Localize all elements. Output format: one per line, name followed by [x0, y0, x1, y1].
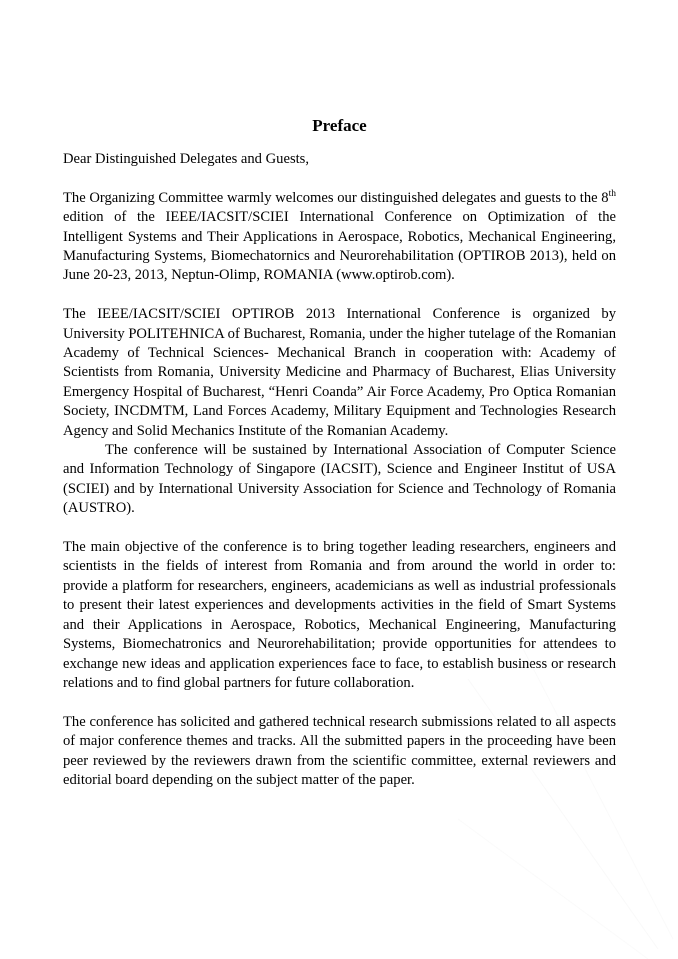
paragraph-text: edition of the IEEE/IACSIT/SCIEI International Conference on Optimization of the Intelligent Systems and Their Applications in Aerospace, Robotics, Mechanical Engineering, Manufacturing Systems, Biomechatornics and Neurorehabilitation (OPTIROB 2013), held on June 20-23, 2013, Neptun-Olimp, ROMANIA (www.optirob.com). [63, 209, 616, 284]
paragraph-submissions: The conference has solicited and gathered technical research submissions related to all aspects of major conference themes and tracks. All the submitted papers in the proceeding have been peer reviewed by the reviewers drawn from the scientific committee, external reviewers and editorial board depending on the subject matter of the paper. [63, 713, 616, 788]
page-title: Preface [312, 116, 367, 135]
paragraph-text: The IEEE/IACSIT/SCIEI OPTIROB 2013 International Conference is organized by University POLITEHNICA of Bucharest, Romania, under the higher tutelage of the Romanian Academy of Technical Sciences- Mechanical Branch in cooperation with: Academy of Scientists from Romania, University Medicine and Pharmacy of Bucharest, Elias University Emergency Hospital of Bucharest, “Henri Coanda” Air Force Academy, Pro Optica Romanian Society, INCDMTM, Land Forces Academy, Military Equipment and Technologies Research Agency and Solid Mechanics Institute of the Romanian Academy. [63, 306, 616, 439]
paragraph-welcome [63, 189, 616, 286]
ordinal-superscript: th [608, 188, 616, 199]
paragraph-objective: The main objective of the conference is to bring together leading researchers, engineers and scientists in the fields of interest from Romania and from around the world in order to: provide a platform for researchers, engineers, academicians as well as industrial professionals to present their latest experiences and developments activities in the field of Smart Systems and their Applications in Aerospace, Robotics, Mechanical Engineering, Manufacturing Systems, Biomechatronics and Neurorehabilitation; provide opportunities for attendees to exchange new ideas and application experiences face to face, to establish business or research relations and to find global partners for future collaboration. [63, 539, 616, 691]
salutation-line: Dear Distinguished Delegates and Guests, [63, 151, 310, 167]
paragraph-text: The Organizing Committee warmly welcomes our distinguished delegates and guests to the 8 [63, 189, 609, 206]
paragraph-organizers [63, 305, 616, 518]
paragraph-text-indented: The conference will be sustained by International Association of Computer Science and Information Technology of Singapore (IACSIT), Science and Engineer Institut of USA (SCIEI) and by International University Association for Science and Technology of Romania (AUSTRO). [63, 442, 616, 517]
